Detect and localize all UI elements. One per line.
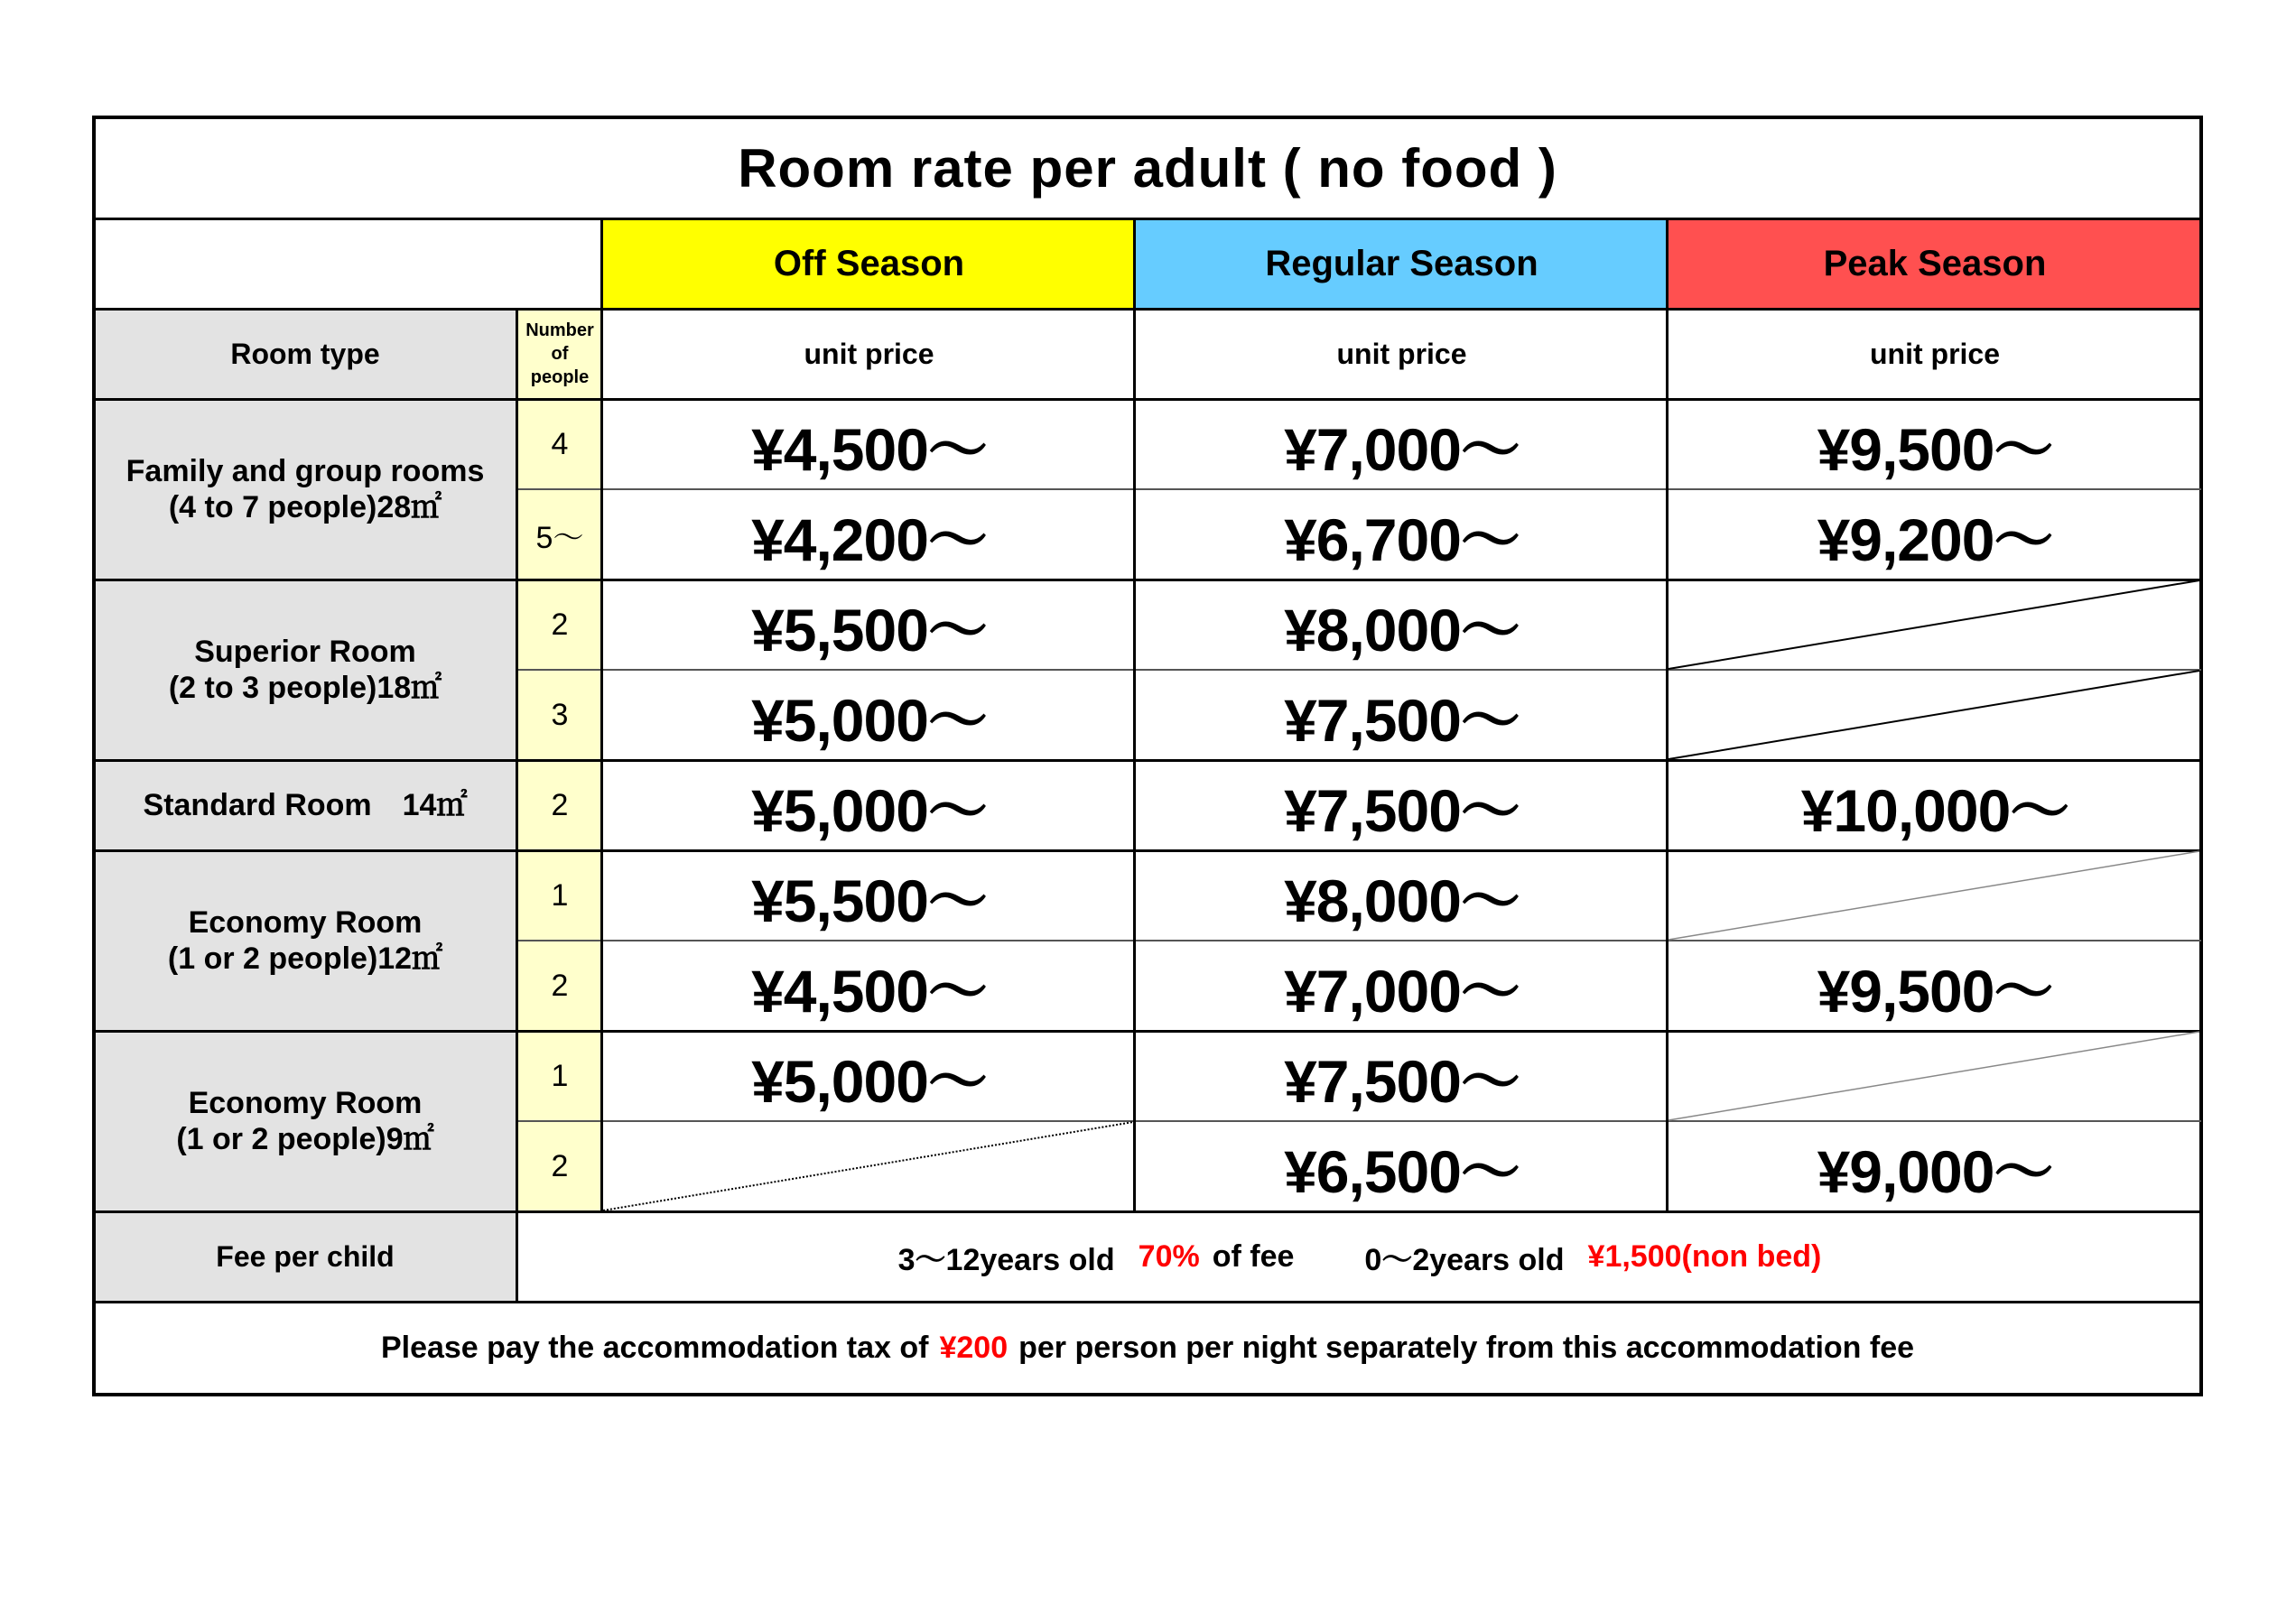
hline xyxy=(92,308,2203,311)
vline xyxy=(1666,218,1669,1210)
price-off-na xyxy=(603,1122,1135,1210)
hline xyxy=(92,1210,2203,1213)
hline xyxy=(92,1030,2203,1033)
people-count: 2 xyxy=(518,761,601,849)
people-count: 3 xyxy=(518,671,601,759)
price-off: ¥5,000～ xyxy=(751,776,987,844)
price-peak: ¥9,500～ xyxy=(1817,957,2053,1025)
price-regular: ¥7,000～ xyxy=(1284,957,1520,1025)
room-type-family-line1: Family and group rooms xyxy=(125,454,485,488)
child-fee-infant-price: ¥1,500(non bed) xyxy=(1587,1238,1822,1274)
room-type-superior xyxy=(94,580,516,759)
people-count: 2 xyxy=(518,1122,601,1210)
hline xyxy=(92,759,2203,762)
price-regular: ¥8,000～ xyxy=(1284,867,1520,934)
hline xyxy=(92,218,2203,220)
price-off: ¥4,500～ xyxy=(751,957,987,1025)
vline xyxy=(516,308,518,1303)
price-regular: ¥6,700～ xyxy=(1284,505,1520,573)
page-title: Room rate per adult ( no food ) xyxy=(738,137,1557,199)
price-off: ¥4,500～ xyxy=(751,415,987,483)
room-type-family-line2: (4 to 7 people)28㎡ xyxy=(168,490,442,524)
hline-thin xyxy=(516,669,2201,671)
child-fee-age1: 3～12years old xyxy=(897,1242,1115,1277)
border-top xyxy=(92,116,2203,119)
price-regular: ¥7,000～ xyxy=(1284,415,1520,483)
hline xyxy=(92,398,2203,401)
price-off: ¥5,500～ xyxy=(751,867,987,934)
hline-thin xyxy=(516,488,2201,490)
unit-price-regular: unit price xyxy=(1336,337,1467,370)
people-header-line3: people xyxy=(530,367,590,387)
price-regular: ¥7,500～ xyxy=(1284,776,1520,844)
unit-price-off: unit price xyxy=(804,337,934,370)
child-fee-percent: 70% xyxy=(1138,1238,1200,1274)
room-type-economy-9 xyxy=(94,1032,516,1210)
room-type-economy-12 xyxy=(94,851,516,1030)
price-regular: ¥8,000～ xyxy=(1284,596,1520,663)
people-count: 4 xyxy=(518,400,601,488)
tax-note xyxy=(94,1303,2201,1393)
room-type-standard xyxy=(94,761,516,849)
room-type-header: Room type xyxy=(94,310,516,398)
child-fee-percent-suffix: of fee xyxy=(1212,1238,1295,1274)
child-fee-details xyxy=(518,1212,2201,1301)
header-blank xyxy=(94,219,601,308)
price-regular: ¥7,500～ xyxy=(1284,686,1520,754)
hline-thin xyxy=(516,1120,2201,1122)
tax-note-suffix: per person per night separately from this accommodation fee xyxy=(1018,1330,1915,1365)
price-regular: ¥7,500～ xyxy=(1284,1047,1520,1115)
room-type-standard-line1: Standard Room 14㎡ xyxy=(143,788,468,822)
price-peak: ¥10,000～ xyxy=(1800,776,2069,844)
price-peak-na xyxy=(1669,671,2201,759)
price-off: ¥5,000～ xyxy=(751,686,987,754)
people-count: 5～ xyxy=(518,490,601,579)
price-regular: ¥6,500～ xyxy=(1284,1137,1520,1205)
room-type-economy-12-line2: (1 or 2 people)12㎡ xyxy=(167,941,443,976)
season-peak-header: Peak Season xyxy=(1669,219,2201,308)
people-count-header xyxy=(518,310,601,398)
hline xyxy=(92,849,2203,852)
hline-thin xyxy=(516,940,2201,941)
room-type-economy-9-line2: (1 or 2 people)9㎡ xyxy=(176,1122,434,1156)
people-count: 2 xyxy=(518,941,601,1030)
border-bottom xyxy=(92,1393,2203,1396)
room-type-superior-line1: Superior Room xyxy=(194,635,416,669)
season-regular-header: Regular Season xyxy=(1136,219,1668,308)
people-count: 1 xyxy=(518,851,601,940)
unit-price-peak: unit price xyxy=(1869,337,2000,370)
season-off-header: Off Season xyxy=(603,219,1135,308)
price-off: ¥5,500～ xyxy=(751,596,987,663)
room-type-economy-9-line1: Economy Room xyxy=(188,1086,423,1120)
hline xyxy=(92,1301,2203,1303)
price-peak: ¥9,200～ xyxy=(1817,505,2053,573)
price-peak-na xyxy=(1669,851,2201,940)
room-type-family xyxy=(94,400,516,579)
people-count: 2 xyxy=(518,580,601,669)
people-header-line2: of xyxy=(551,344,569,364)
tax-note-prefix: Please pay the accommodation tax of xyxy=(380,1330,929,1365)
child-fee-age2: 0～2years old xyxy=(1364,1242,1565,1277)
vline xyxy=(600,218,603,1210)
price-peak-na xyxy=(1669,580,2201,669)
room-type-superior-line2: (2 to 3 people)18㎡ xyxy=(168,671,442,705)
price-peak: ¥9,500～ xyxy=(1817,415,2053,483)
people-count: 1 xyxy=(518,1032,601,1120)
price-off: ¥5,000～ xyxy=(751,1047,987,1115)
room-type-economy-12-line1: Economy Room xyxy=(188,905,423,940)
hline xyxy=(92,579,2203,581)
people-header-line1: Number xyxy=(525,320,594,340)
price-off: ¥4,200～ xyxy=(751,505,987,573)
price-peak-na xyxy=(1669,1032,2201,1120)
tax-note-amount: ¥200 xyxy=(939,1330,1009,1365)
vline xyxy=(1133,218,1136,1210)
child-fee-label: Fee per child xyxy=(94,1212,516,1301)
price-peak: ¥9,000～ xyxy=(1817,1137,2053,1205)
